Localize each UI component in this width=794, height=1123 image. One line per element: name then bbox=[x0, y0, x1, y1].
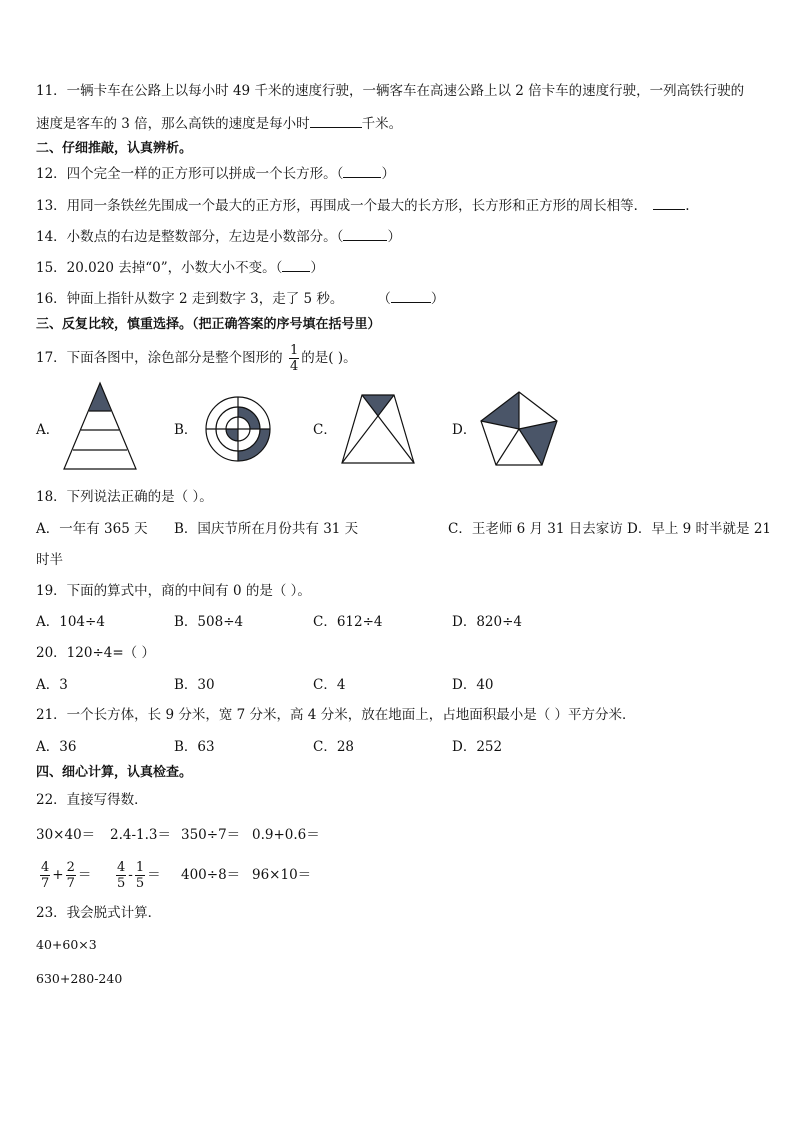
q13 bbox=[36, 197, 689, 215]
q23-expression-2: 630+280-240 bbox=[36, 971, 123, 986]
q22-item-4: 0.9+0.6＝ bbox=[252, 827, 320, 843]
q22-item-2: 2.4-1.3＝ bbox=[110, 827, 172, 843]
q19-option-b: B．508÷4 bbox=[174, 614, 244, 630]
answer-blank[interactable] bbox=[391, 290, 431, 303]
q11-line2-post: 千米。 bbox=[361, 116, 403, 132]
figure-b-concentric-circles bbox=[200, 391, 276, 467]
q21-option-b: B．63 bbox=[174, 739, 215, 755]
q21-option-d: D．252 bbox=[452, 739, 503, 755]
q22-item-8: 96×10＝ bbox=[252, 867, 312, 883]
q18-option-d-continued: 时半 bbox=[36, 552, 63, 568]
figure-a-striped-triangle bbox=[60, 380, 140, 472]
q19-stem: 19．下面的算式中，商的中间有 0 的是（ ）。 bbox=[36, 583, 311, 599]
q17-post: 的是( )。 bbox=[301, 350, 357, 366]
q15 bbox=[36, 259, 324, 277]
fraction-one-quarter: $\frac{1}{4}$ bbox=[289, 343, 299, 374]
q20-option-a: A．3 bbox=[36, 677, 68, 693]
q16-text: 16．钟面上指针从数字 2 走到数字 3，走了 5 秒。 bbox=[36, 291, 344, 307]
q16-close: ） bbox=[430, 291, 445, 307]
q16 bbox=[36, 290, 444, 308]
q12 bbox=[36, 165, 395, 183]
q19-option-d: D．820÷4 bbox=[452, 614, 522, 630]
q17-stem bbox=[36, 342, 357, 374]
section-3-heading: 三、反复比较，慎重选择。（把正确答案的序号填在括号里） bbox=[36, 317, 381, 332]
q21-option-a: A．36 bbox=[36, 739, 77, 755]
q21-option-c: C．28 bbox=[313, 739, 355, 755]
section-4-heading: 四、细心计算，认真检查。 bbox=[36, 765, 193, 780]
figure-c-trapezoid bbox=[338, 392, 418, 466]
q18-option-b: B．国庆节所在月份共有 31 天 bbox=[174, 521, 359, 537]
q17-option-a-label: A． bbox=[36, 422, 60, 438]
answer-blank[interactable] bbox=[653, 197, 685, 210]
q22-item-1: 30×40＝ bbox=[36, 827, 96, 843]
q19-option-c: C．612÷4 bbox=[313, 614, 383, 630]
q22-item-3: 350÷7＝ bbox=[181, 827, 241, 843]
q13-text: 13．用同一条铁丝先围成一个最大的正方形，再围成一个最大的长方形，长方形和正方形的周长相等． bbox=[36, 198, 648, 214]
q15-text: 15．20.020 去掉“0”，小数大小不变。（ bbox=[36, 260, 283, 276]
q20-stem: 20．120÷4=（ ） bbox=[36, 645, 155, 661]
q17-pre: 17．下面各图中，涂色部分是整个图形的 bbox=[36, 350, 283, 366]
q15-close: ） bbox=[310, 260, 324, 276]
q19-option-a: A．104÷4 bbox=[36, 614, 105, 630]
q11-line2-pre: 速度是客车的 3 倍，那么高铁的速度是每小时 bbox=[36, 116, 310, 132]
fraction: $\frac{4}{7}$ bbox=[41, 860, 50, 891]
answer-blank[interactable] bbox=[282, 259, 310, 272]
q22-stem: 22．直接写得数． bbox=[36, 792, 148, 808]
q14-text: 14．小数点的右边是整数部分，左边是小数部分。（ bbox=[36, 229, 344, 245]
q22-item-7: 400÷8＝ bbox=[181, 867, 241, 883]
q23-expression-1: 40+60×3 bbox=[36, 937, 97, 952]
answer-blank[interactable] bbox=[310, 115, 362, 128]
q12-close: ） bbox=[381, 166, 395, 182]
q23-stem: 23．我会脱式计算． bbox=[36, 905, 162, 921]
q20-option-b: B．30 bbox=[174, 677, 215, 693]
q17-option-c-label: C． bbox=[313, 422, 337, 438]
q13-close: . bbox=[685, 198, 690, 214]
answer-blank[interactable] bbox=[343, 165, 381, 178]
answer-blank[interactable] bbox=[343, 228, 387, 241]
q16-open: （ bbox=[377, 291, 391, 307]
fraction: $\frac{4}{5}$ bbox=[117, 860, 126, 891]
q18-option-c-d: C．王老师 6 月 31 日去家访 D．早上 9 时半就是 21 bbox=[448, 521, 772, 537]
fraction: $\frac{1}{5}$ bbox=[135, 860, 145, 891]
q17-option-d-label: D． bbox=[452, 422, 477, 438]
q20-option-d: D．40 bbox=[452, 677, 494, 693]
q18-option-a: A．一年有 365 天 bbox=[36, 521, 148, 537]
q17-option-b-label: B． bbox=[174, 422, 198, 438]
q12-text: 12．四个完全一样的正方形可以拼成一个长方形。（ bbox=[36, 166, 344, 182]
q22-fraction-difference: $\frac{4}{5}$ - $\frac{1}{5}$ ＝ bbox=[117, 860, 161, 891]
q21-stem: 21．一个长方体，长 9 分米，宽 7 分米，高 4 分米，放在地面上，占地面积最小是（ ）平方分米． bbox=[36, 707, 636, 723]
q20-option-c: C．4 bbox=[313, 677, 346, 693]
q11-line2 bbox=[36, 115, 402, 133]
fraction: $\frac{2}{7}$ bbox=[66, 860, 75, 891]
q11-line1: 11．一辆卡车在公路上以每小时 49 千米的速度行驶，一辆客车在高速公路上以 2 倍卡车的速度行驶，一列高铁行驶的 bbox=[36, 83, 745, 99]
figure-d-pentagon bbox=[476, 389, 562, 469]
q18-stem: 18．下列说法正确的是（ ）。 bbox=[36, 489, 213, 505]
section-2-heading: 二、仔细推敲，认真辨析。 bbox=[36, 141, 193, 156]
q22-fraction-sum: $\frac{4}{7}$ + $\frac{2}{7}$ ＝ bbox=[41, 860, 92, 891]
q14 bbox=[36, 228, 401, 246]
q14-close: ） bbox=[387, 229, 401, 245]
